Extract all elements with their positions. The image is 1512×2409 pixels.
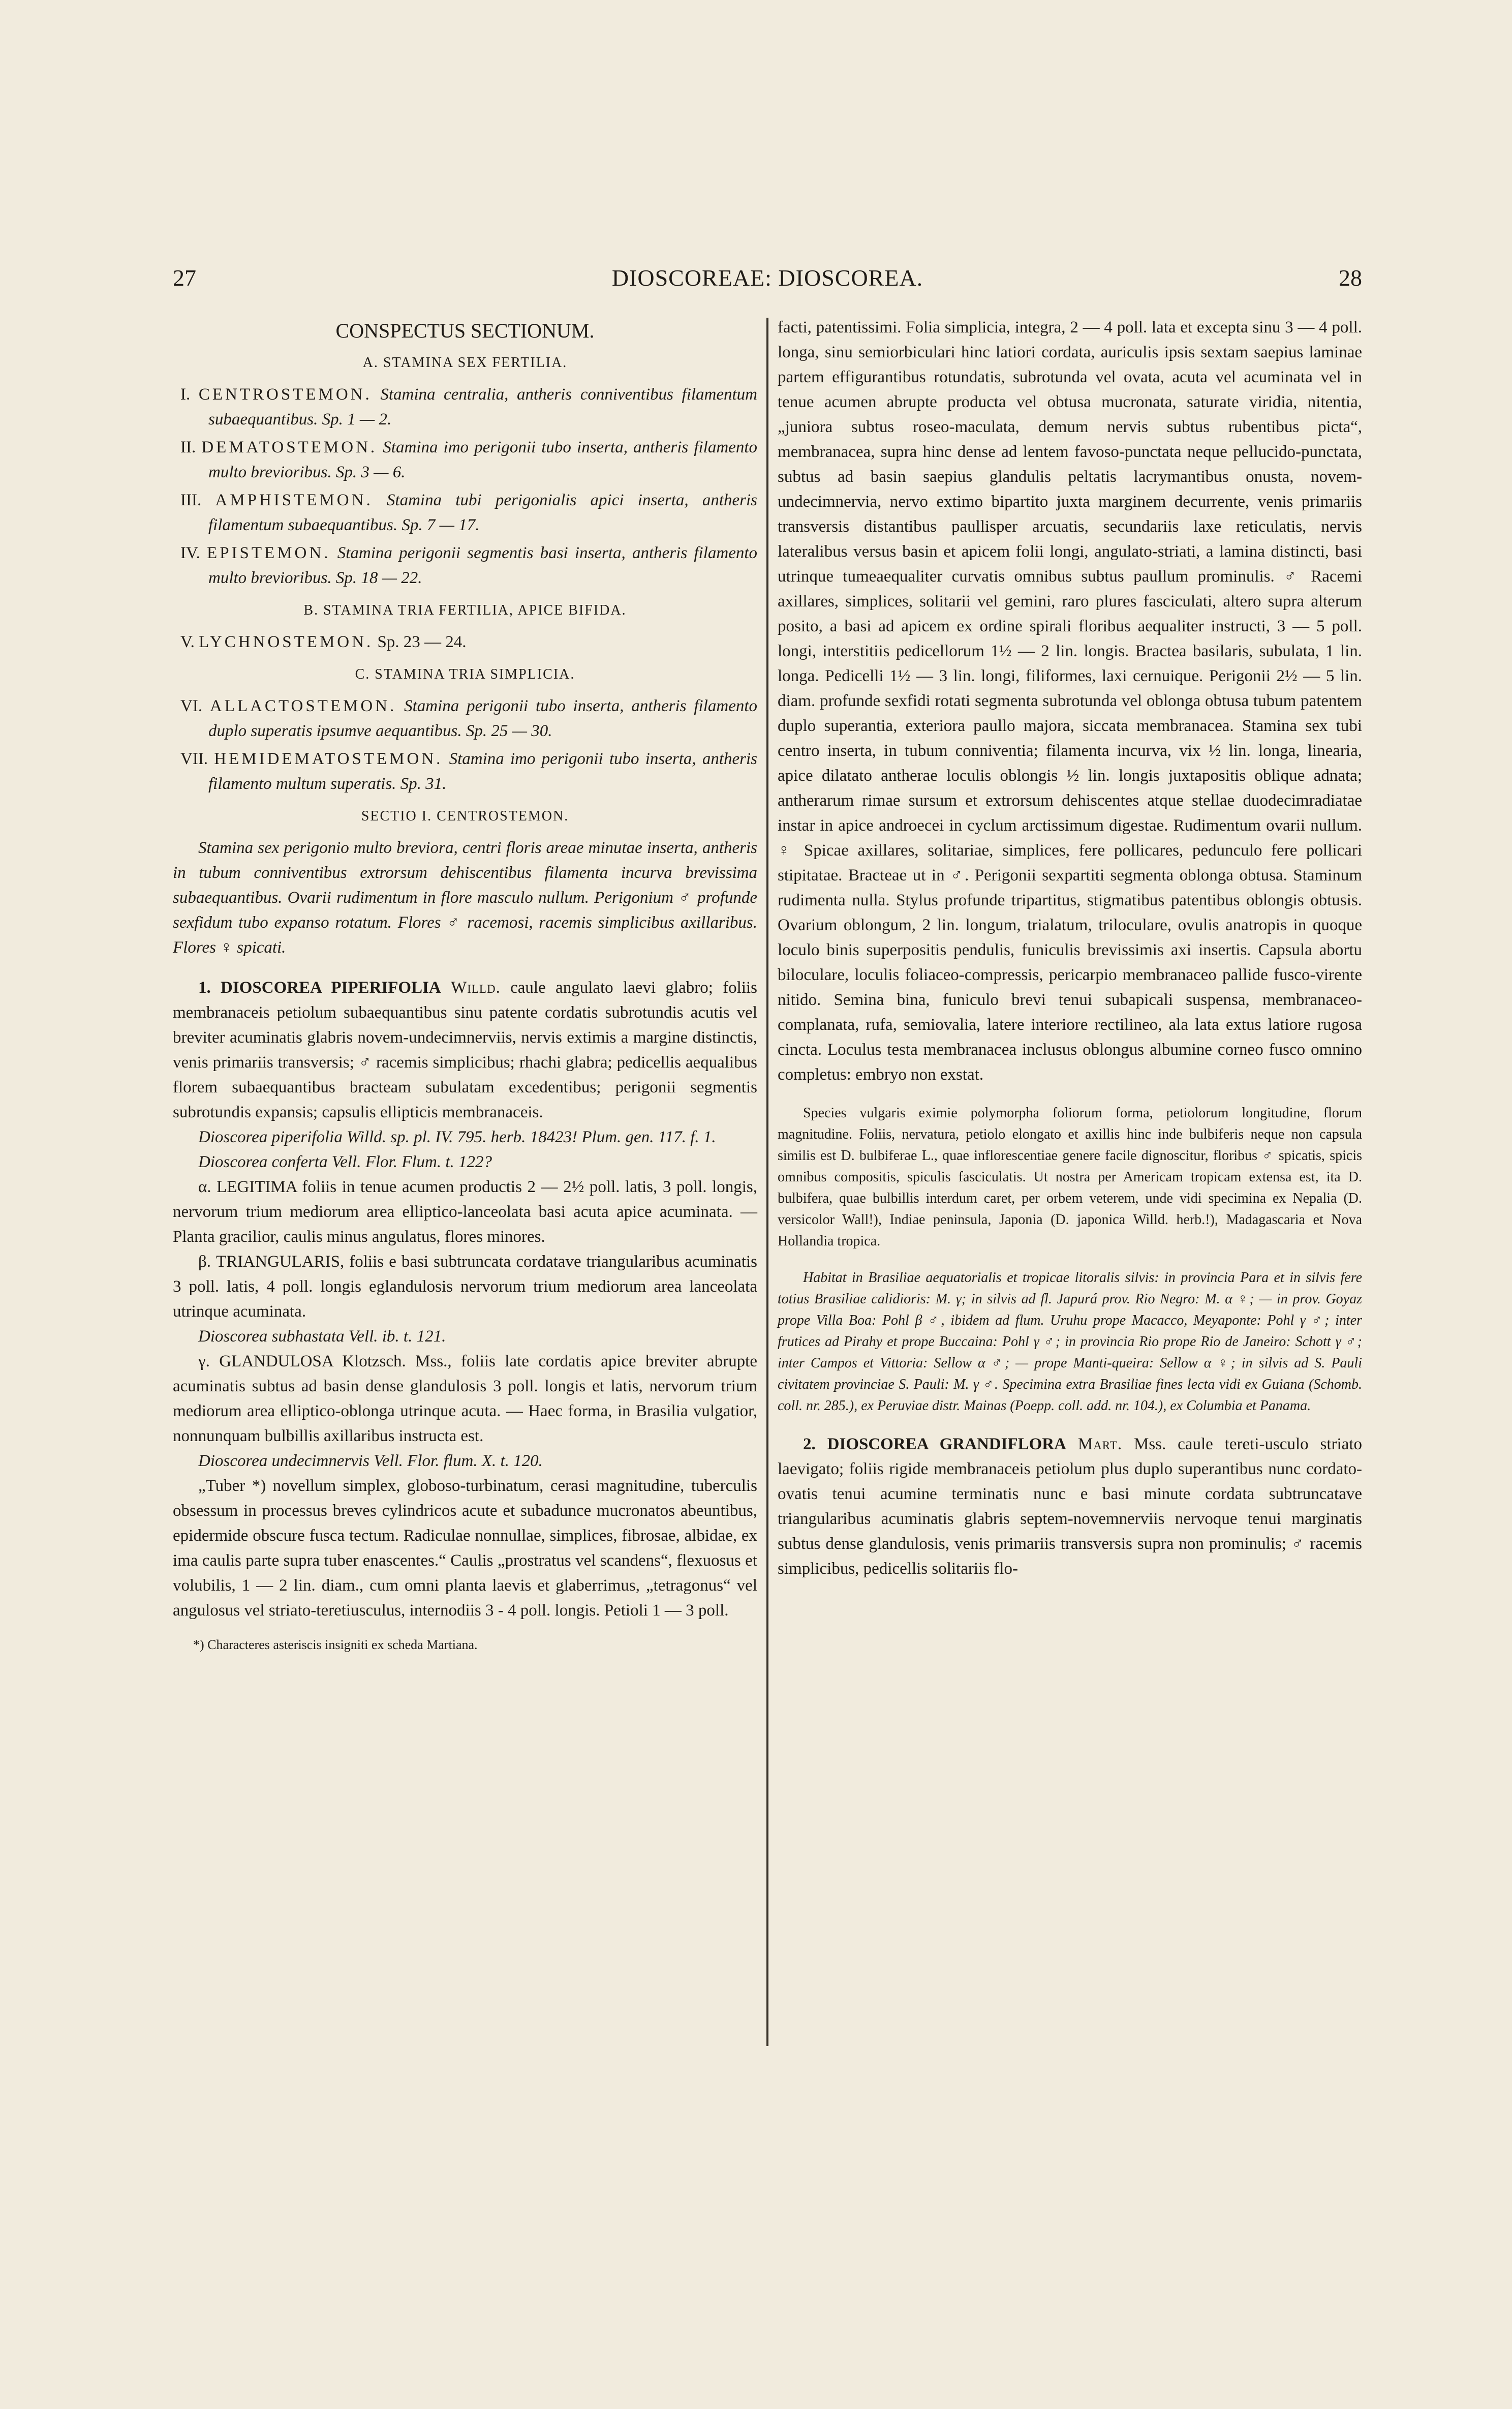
page-number-right: 28 <box>1339 265 1362 291</box>
citation-4: Dioscorea undecimnervis Vell. Flor. flum. X. t. 120. <box>198 1452 543 1470</box>
section-description: Stamina perigonii segmentis basi inserta, antheris filamento multo brevioribus. Sp. 18 — 22. <box>208 544 758 587</box>
section-name: AMPHISTEMON. <box>215 491 373 509</box>
section-number: IV. <box>180 544 200 562</box>
section-name: HEMIDEMATOSTEMON. <box>214 750 443 768</box>
section-description: Sp. 23 — 24. <box>377 633 467 651</box>
section-entry-5 <box>173 630 757 655</box>
section-number: III. <box>180 491 202 509</box>
section-description: Stamina imo perigonii tubo inserta, antheris filamento multum superatis. Sp. 31. <box>208 750 758 793</box>
section-number: VII. <box>180 750 208 768</box>
tuber-description: „Tuber *) novellum simplex, globoso-turbinatum, cerasi magnitudine, tuberculis obsessum in processus breves cylindricos acute et subadunce mucronatos abeuntibus, epidermide obscure fusca tectum. Radiculae nonnullae, simplices, fibrosae, albidae, ex ima caulis parte supra tuber enascentes.“ Caulis „prostratus vel scandens“, flexuosus et volubilis, 1 — 2 lin. diam., cum omni planta laevis et glaberrimus, „tetragonus“ vel angulosus vel striato-teretiusculus, internodiis 3 - 4 poll. longis. Petioli 1 — 3 poll. <box>173 1477 757 1620</box>
section-entry-4 <box>173 541 757 591</box>
group-b-heading: B. STAMINA TRIA FERTILIA, APICE BIFIDA. <box>303 602 627 618</box>
section-name: EPISTEMON. <box>207 544 331 562</box>
section-description: Stamina imo perigonii tubo inserta, antheris filamento multo brevioribus. Sp. 3 — 6. <box>208 438 757 481</box>
section-name: CENTROSTEMON. <box>198 385 372 404</box>
species-2-heading: 2. DIOSCOREA GRANDIFLORA <box>803 1435 1066 1453</box>
section-entry-3 <box>173 488 757 538</box>
species-2-author: Mart. <box>1077 1435 1123 1453</box>
species-1-description-cont: facti, patentissimi. Folia simplicia, integra, 2 — 4 poll. lata et excepta sinu 3 — 4 poll. longa, sinu semiorbiculari hinc latiori cordata, auriculis ipsis sextam saepius laminae partem effigurantibus rotundatis, subrotunda vel ovata, acuta vel acuminata vel in tenue acumen abrupte producta vel obtusa mucronata, saturate viridia, nitentia, „juniora subtus roseo-maculata, demum nervis subtus rubentibus picta“, membranacea, supra hinc dense ad lentem favoso-punctata neque pellucido-punctata, subtus ad basin saepius glandulis peltatis lacrymantibus onusta, novem-undecimnervia, nervo extimo bipartito juxta marginem decurrente, venis primariis transversis distantibus paullisper arcuatis, secundariis laxe reticulatis, nervis lateralibus versus basin et apicem folii longi, angulato-striati, a lamina distincti, basi utrinque tumeaequaliter curvatis omnibus subtus paullum prominulis. ♂ Racemi axillares, simplices, solitarii vel gemini, raro plures fasciculati, altero supra alterum posito, a basi ad apicem ex ordine spirali floribus aequaliter instructi, 3 — 5 poll. longi, interstitiis pedicellorum 1½ — 2 lin. longis. Bractea basilaris, subulata, 1 lin. longa. Pedicelli 1½ — 3 lin. longi, filiformes, laxi cernuique. Perigonii 2½ — 5 lin. diam. profunde sexfidi rotati segmenta subrotunda vel oblonga obtusa tubum patentem duplo superantia, exteriora paullo majora, siccata membranacea. Stamina sex tubi centro inserta, in tubum conniventia; filamenta incurva, vix ½ lin. longa, linearia, apice dilatato antherae loculis oblongis ½ lin. longis juxtapositis oblique adnata; antherarum rimae sursum et extrorsum dehiscentes atque stellae duodecimradiatae instar in apice androecei in cyclum arctissimum digestae. Rudimentum ovarii nullum. ♀ Spicae axillares, solitariae, simplices, fere pollicares, pedunculo fere pollicari stipitatae. Bracteae ut in ♂. Perigonii sexpartiti segmenta oblonga obtusa. Staminum rudimenta nulla. Stylus profunde tripartitus, stigmatibus patentibus oblongis obtusis. Ovarium oblongum, 2 lin. longum, trialatum, triloculare, ovulis anatropis in quoque loculo binis superpositis pendulis, funiculis brevissimis axi insertis. Capsula abortu biloculare, loculis foliaceo-compressis, pericarpio membranaceo pallide fusco-virente nitido. Semina bina, funiculo brevi tenui subapicali suspensa, membranaceo-complanata, rufa, semiovalia, latere interiore rectilineo, ala lata extus latiore rugosa cincta. Loculus testa membranacea inclusus oblongus albumine corneo fusco omnino completus: embryo non exstat. <box>778 318 1362 1084</box>
section-number: II. <box>180 438 196 456</box>
section-name: ALLACTOSTEMON. <box>209 697 397 715</box>
variety-beta: β. TRIANGULARIS, foliis e basi subtruncata cordatave triangularibus acuminatis 3 poll. latis, 4 poll. longis eglandulosis nervorum trium mediorum area lanceolata utrinque acuminata. <box>173 1253 757 1321</box>
section-entry-2 <box>173 435 757 485</box>
section-number: V. <box>180 633 195 651</box>
left-column <box>173 315 757 1657</box>
species-1-author: Willd. <box>451 979 501 997</box>
variety-gamma: γ. GLANDULOSA Klotzsch. Mss., foliis late cordatis apice breviter abrupte acuminatis subtus ad basin dense glandulosis 3 poll. longis et latis, nervorum trium mediorum area elliptico-oblonga utrinque acuta. — Haec forma, in Brasilia vulgatior, nonnunquam bulbillis axillaribus instructa est. <box>173 1352 757 1445</box>
species-1-text: caule angulato laevi glabro; foliis membranaceis petiolum subaequantibus sinu patente cordatis subrotundis acutis vel breviter acuminatis glabris novem-undecimnerviis, nervis extimis a margine distinctis, venis primariis transversis; ♂ racemis simplicibus; rhachi glabra; pedicellis aequalibus florem subaequantibus bracteam subulatam excedentibus; perigonii segmentis subrotundis expansis; capsulis ellipticis membranaceis. <box>173 979 758 1121</box>
section-number: VI. <box>180 697 203 715</box>
species-1-heading: 1. DIOSCOREA PIPERIFOLIA <box>198 979 441 997</box>
running-header <box>173 264 1362 305</box>
habitat: Habitat in Brasiliae aequatorialis et tropicae litoralis silvis: in provincia Para et in silvis fere totius Brasiliae calidioris: M. γ; in silvis ad fl. Japurá prov. Rio Negro: M. α ♀; — in prov. Goyaz prope Villa Boa: Pohl β ♂, ibidem ad flum. Uruhu prope Macacco, Meyaponte: Pohl γ ♂; inter frutices ad Pirahy et prope Buccaina: Pohl γ ♂; in provincia Rio prope Rio de Janeiro: Schott γ ♂; inter Campos et Vittoria: Sellow α ♂; — prope Manti-queira: Sellow α ♀; in silvis ad S. Pauli civitatem provinciae S. Pauli: M. γ ♂. Specimina extra Brasiliae fines lecta vidi ex Guiana (Schomb. coll. nr. 285.), ex Peruviae distr. Mainas (Poepp. coll. add. nr. 104.), ex Columbia et Panama. <box>778 1270 1362 1414</box>
section-number: I. <box>180 385 191 404</box>
section-description: Stamina centralia, antheris conniventibus filamentum subaequantibus. Sp. 1 — 2. <box>208 385 758 429</box>
group-a-heading: A. STAMINA SEX FERTILIA. <box>362 355 568 371</box>
section-entry-7 <box>173 747 757 797</box>
conspectus-title: CONSPECTUS SECTIONUM. <box>335 319 595 342</box>
section-name: DEMATOSTEMON. <box>201 438 378 456</box>
section-description: Stamina tubi perigonialis apici inserta, antheris filamentum subaequantibus. Sp. 7 — 17. <box>208 491 757 534</box>
section-description: Stamina perigonii tubo inserta, antheris filamento duplo superatis ipsumve aequantibus. Sp. 25 — 30. <box>208 697 758 740</box>
column-divider <box>766 318 768 2046</box>
citation-2: Dioscorea conferta Vell. Flor. Flum. t. 122? <box>198 1153 492 1171</box>
species-1-diagnosis <box>173 975 757 1125</box>
sectio-heading: SECTIO I. CENTROSTEMON. <box>361 808 569 824</box>
variety-alpha: α. LEGITIMA foliis in tenue acumen productis 2 — 2½ poll. latis, 3 poll. longis, nervorum trium mediorum area elliptico-lanceolata basi acuta apice acuminata. — Planta gracilior, caulis minus angulatus, flores minores. <box>173 1178 757 1246</box>
page-number-left: 27 <box>173 265 196 291</box>
species-2-diagnosis <box>778 1432 1362 1581</box>
footnote: *) Characteres asteriscis insigniti ex scheda Martiana. <box>193 1637 478 1652</box>
running-title: DIOSCOREAE: DIOSCOREA. <box>611 265 923 291</box>
section-name: LYCHNOSTEMON. <box>199 633 374 651</box>
species-2-text: Mss. caule tereti-usculo striato laevigato; foliis rigide membranaceis petiolum plus duplo superantibus nunc cordato-ovatis tenui acumine terminatis nunc e basi minute cordata subtruncatave triangularibus acuminatis glabris septem-novemnerviis nervoque tenui marginatis subtus dense glandulosis, venis primariis transversis supra non prominulis; ♂ racemis simplicibus, pedicellis solitariis flo- <box>778 1435 1363 1578</box>
species-note: Species vulgaris eximie polymorpha foliorum forma, petiolorum longitudine, florum magnitudine. Foliis, nervatura, petiolo elongato et axillis hinc inde bulbiferis neque non capsula similis est D. bulbiferae L., quae inflorescentiae genere facile dignoscitur, floribus ♂ spicatis, spicis omnibus compositis, spiculis fasciculatis. Ut nostra per Americam tropicam extensa est, ita D. bulbifera, quae bulbillis interdum caret, per orbem veterem, unde vidi specimina ex Nepalia (D. versicolor Wall!), Indiae peninsula, Japonia (D. japonica Willd. herb.!), Madagascaria et Nova Hollandia tropica. <box>778 1105 1362 1249</box>
group-c-heading: C. STAMINA TRIA SIMPLICIA. <box>355 666 575 682</box>
citation-3: Dioscorea subhastata Vell. ib. t. 121. <box>198 1327 446 1346</box>
sectio-description: Stamina sex perigonio multo breviora, centri floris areae minutae inserta, antheris in tubum conniventibus extrorsum dehiscentibus filamenta incurva brevissima subaequantibus. Ovarii rudimentum in flore masculo nullum. Perigonium ♂ profunde sexfidum tubo expanso rotatum. Flores ♂ racemosi, racemis simplicibus axillaribus. Flores ♀ spicati. <box>173 839 757 957</box>
citation-1: Dioscorea piperifolia Willd. sp. pl. IV. 795. herb. 18423! Plum. gen. 117. f. 1. <box>198 1128 716 1146</box>
section-entry-6 <box>173 694 757 744</box>
section-entry-1 <box>173 382 757 432</box>
right-column <box>778 315 1362 1581</box>
